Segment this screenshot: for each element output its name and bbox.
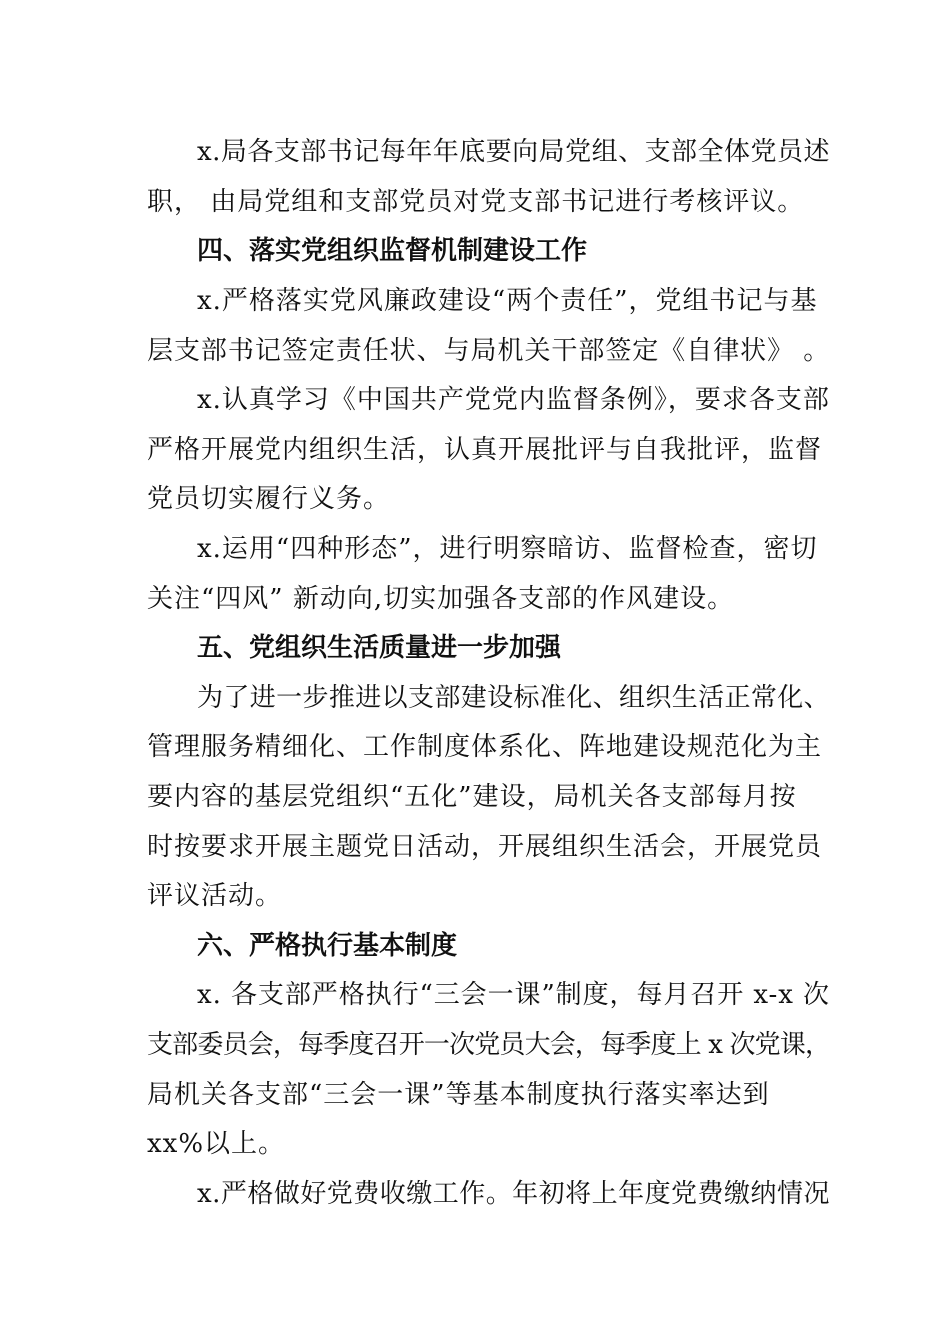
paragraph-line: 局机关各支部“三会一课”等基本制度执行落实率达到 (147, 1080, 770, 1110)
paragraph-line: 要内容的基层党组织“五化”建设，局机关各支部每月按 (147, 782, 797, 812)
section-heading: 六、严格执行基本制度 (197, 931, 458, 961)
paragraph-line: xx%以上。 (147, 1129, 286, 1159)
section-heading: 四、落实党组织监督机制建设工作 (197, 236, 588, 266)
paragraph-line: 层支部书记签定责任状、与局机关干部签定《自律状》 。 (147, 336, 831, 366)
paragraph-line: x.严格做好党费收缴工作。年初将上年度党费缴纳情况 (197, 1179, 830, 1209)
paragraph-line: 党员切实履行义务。 (147, 484, 391, 514)
paragraph-line: x.严格落实党风廉政建设“两个责任”，党组书记与基 (197, 286, 818, 316)
paragraph-line: 评议活动。 (147, 881, 283, 911)
paragraph-line: 支部委员会，每季度召开一次党员大会，每季度上 x 次党课， (147, 1030, 831, 1060)
paragraph-line: 时按要求开展主题党日活动，开展组织生活会，开展党员 (147, 832, 823, 862)
paragraph-line: 严格开展党内组织生活，认真开展批评与自我批评，监督 (147, 435, 823, 465)
section-heading: 五、党组织生活质量进一步加强 (197, 633, 562, 663)
paragraph-line: x.认真学习《中国共产党党内监督条例》，要求各支部 (197, 385, 830, 415)
paragraph-line: 为了进一步推进以支部建设标准化、组织生活正常化、 (197, 683, 831, 713)
paragraph-line: 管理服务精细化、工作制度体系化、阵地建设规范化为主 (147, 732, 823, 762)
paragraph-line: x.运用“四种形态”，进行明察暗访、监督检查，密切 (197, 534, 818, 564)
paragraph-line: 关注“四风” 新动向,切实加强各支部的作风建设。 (147, 584, 735, 614)
paragraph-line: x.局各支部书记每年年底要向局党组、支部全体党员述 (197, 137, 830, 167)
paragraph-line: 职， 由局党组和支部党员对党支部书记进行考核评议。 (147, 187, 805, 217)
paragraph-line: x. 各支部严格执行“三会一课”制度，每月召开 x-x 次 (197, 980, 830, 1010)
